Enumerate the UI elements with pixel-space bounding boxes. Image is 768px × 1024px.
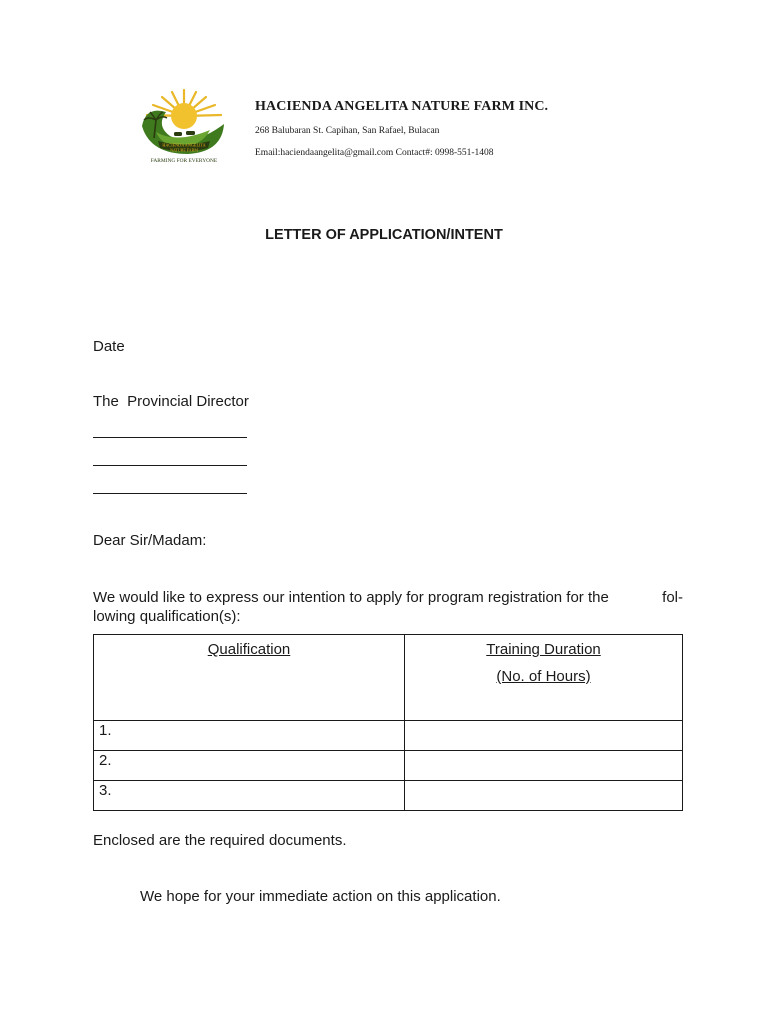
enclosed-documents-text: Enclosed are the required documents. — [93, 832, 347, 849]
table-row — [94, 751, 683, 781]
row-number: 1. — [94, 721, 405, 751]
recipient-blank-line-3 — [93, 493, 247, 494]
header-duration-line2: (No. of Hours) — [496, 668, 591, 685]
row-duration — [405, 751, 683, 781]
table-row — [94, 781, 683, 811]
header-training-duration — [405, 635, 683, 721]
logo-text-line1: HACIENDA ANGELITA — [162, 142, 206, 148]
recipient-blank-line-2 — [93, 465, 247, 466]
intro-line1: We would like to express our intention to apply for program registration for the — [93, 589, 609, 606]
company-contact: Email:haciendaangelita@gmail.com Contact#: 0998-551-1408 — [255, 148, 494, 158]
company-logo — [136, 86, 232, 166]
intro-line1-hyphen: fol- — [662, 589, 683, 606]
qualifications-table — [93, 634, 683, 811]
row-number: 3. — [94, 781, 405, 811]
company-address: 268 Balubaran St. Capihan, San Rafael, Bulacan — [255, 126, 440, 136]
closing-text: We hope for your immediate action on this application. — [140, 888, 501, 905]
header-qualification-label: Qualification — [207, 641, 291, 658]
date-label: Date — [93, 338, 125, 355]
salutation: Dear Sir/Madam: — [93, 532, 207, 549]
header-qualification — [94, 635, 405, 721]
logo-text-line2: NATURE FARM — [170, 147, 198, 153]
table-header-row — [94, 635, 683, 721]
row-duration — [405, 781, 683, 811]
row-number: 2. — [94, 751, 405, 781]
intro-paragraph — [93, 588, 683, 626]
table-row — [94, 721, 683, 751]
row-duration — [405, 721, 683, 751]
intro-line2: lowing qualification(s): — [93, 608, 241, 625]
logo-tagline: FARMING FOR EVERYONE — [150, 158, 218, 164]
recipient: The Provincial Director — [93, 393, 249, 410]
document-title: LETTER OF APPLICATION/INTENT — [265, 227, 503, 243]
recipient-blank-line-1 — [93, 437, 247, 438]
company-name: HACIENDA ANGELITA NATURE FARM INC. — [255, 99, 549, 114]
header-duration-line1: Training Duration — [486, 641, 601, 658]
